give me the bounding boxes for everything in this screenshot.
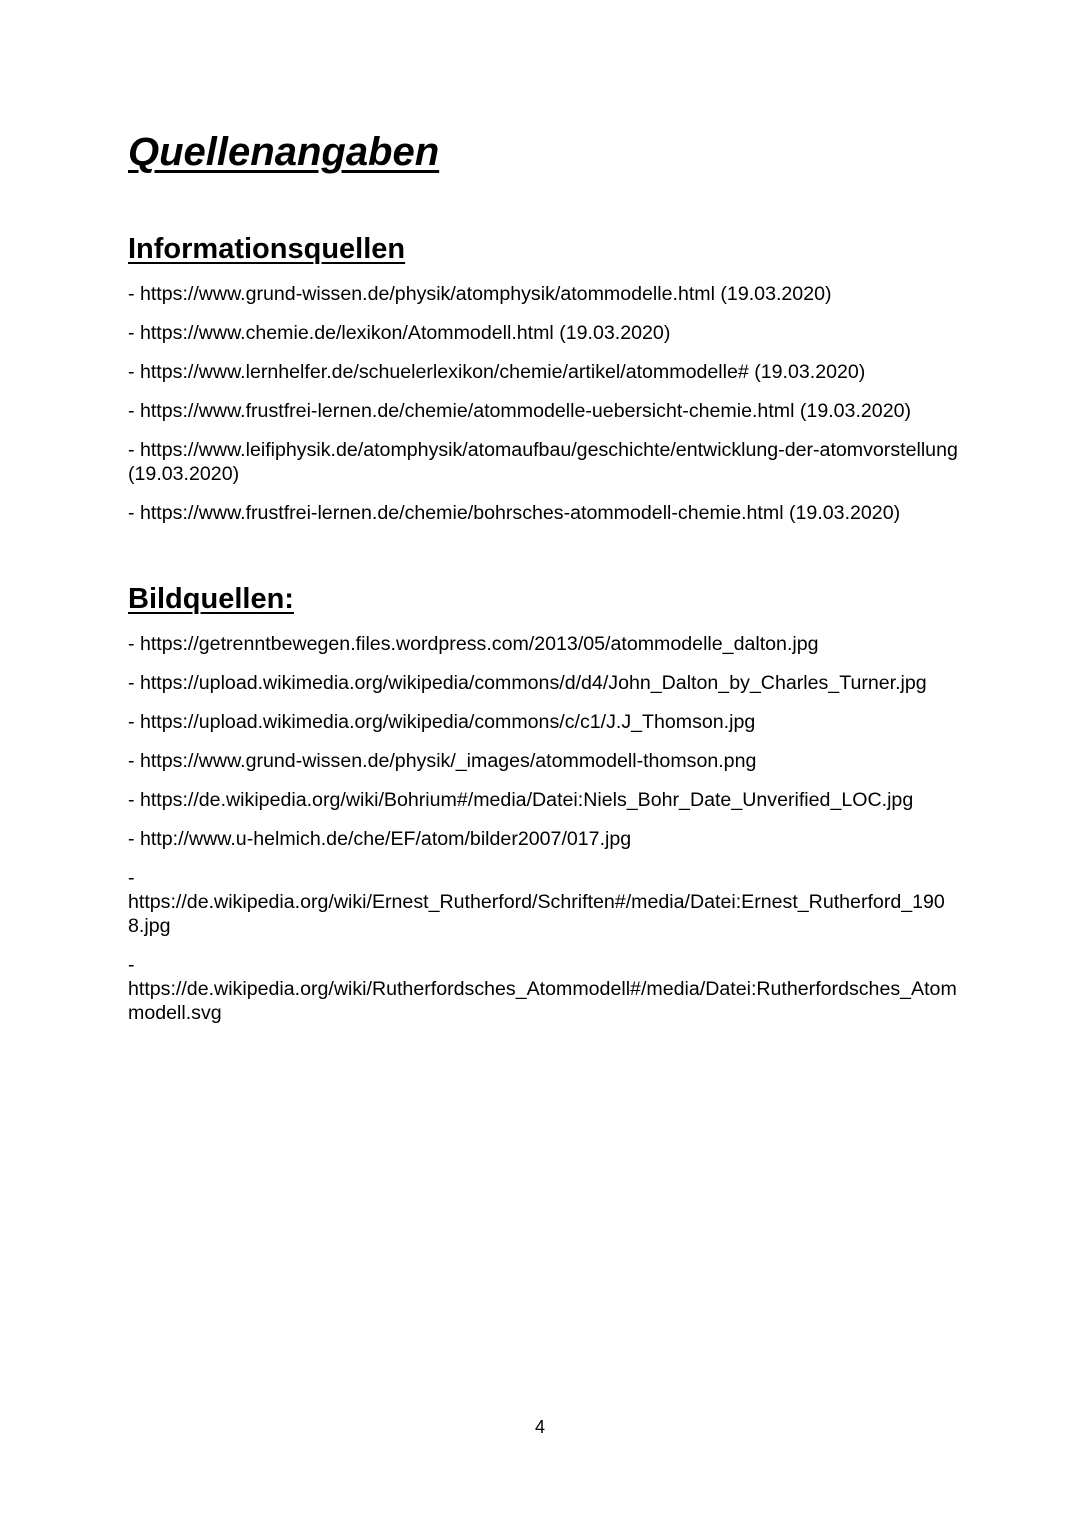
image-source-item <box>128 710 958 734</box>
image-sources-list <box>128 632 958 1040</box>
list-dash: - <box>128 283 140 305</box>
list-dash: - <box>128 828 140 850</box>
source-url: https://upload.wikimedia.org/wikipedia/commons/d/d4/John_Dalton_by_Charles_Turner.jpg <box>139 672 927 694</box>
source-url: https://www.frustfrei-lernen.de/chemie/bohrsches-atommodell-chemie.html <box>139 502 784 524</box>
image-source-item <box>128 632 958 656</box>
information-source-item <box>128 282 958 306</box>
list-dash: - <box>128 672 140 694</box>
list-dash: - <box>128 750 140 772</box>
source-url: https://de.wikipedia.org/wiki/Bohrium#/media/Datei:Niels_Bohr_Date_Unverified_LOC.jpg <box>139 789 914 811</box>
list-dash: - <box>128 954 135 976</box>
source-url: http://www.u-helmich.de/che/EF/atom/bilder2007/017.jpg <box>139 828 632 850</box>
access-date: (19.03.2020) <box>128 463 240 485</box>
image-source-item <box>128 827 958 851</box>
source-url: https://getrenntbewegen.files.wordpress.com/2013/05/atommodelle_dalton.jpg <box>139 633 819 655</box>
access-date: (19.03.2020) <box>714 283 832 305</box>
source-url: https://www.lernhelfer.de/schuelerlexikon/chemie/artikel/atommodelle# <box>139 361 749 383</box>
list-dash: - <box>128 711 140 733</box>
source-url: https://www.grund-wissen.de/physik/_images/atommodell-thomson.png <box>139 750 757 772</box>
list-dash: - <box>128 633 140 655</box>
list-dash: - <box>128 439 140 461</box>
list-dash: - <box>128 502 140 524</box>
list-dash: - <box>128 400 140 422</box>
image-source-item <box>128 749 958 773</box>
image-sources-heading: Bildquellen: <box>128 583 294 615</box>
information-source-item <box>128 360 958 384</box>
information-source-item <box>128 501 958 525</box>
source-url: https://www.frustfrei-lernen.de/chemie/atommodelle-uebersicht-chemie.html <box>139 400 795 422</box>
information-source-item <box>128 321 958 345</box>
source-url: https://de.wikipedia.org/wiki/Rutherfordsches_Atommodell#/media/Datei:Rutherfordsches_Atommodell.svg <box>128 978 957 1024</box>
page-number: 4 <box>534 1417 545 1437</box>
access-date: (19.03.2020) <box>794 400 912 422</box>
access-date: (19.03.2020) <box>748 361 866 383</box>
source-url: https://upload.wikimedia.org/wikipedia/commons/c/c1/J.J_Thomson.jpg <box>139 711 756 733</box>
image-source-item <box>128 866 958 938</box>
list-dash: - <box>128 789 140 811</box>
image-source-item <box>128 953 958 1025</box>
source-url: https://www.grund-wissen.de/physik/atomphysik/atommodelle.html <box>139 283 715 305</box>
image-source-item <box>128 671 958 695</box>
information-sources-heading: Informationsquellen <box>128 233 406 265</box>
access-date: (19.03.2020) <box>553 322 671 344</box>
page-title: Quellenangaben <box>128 130 440 174</box>
information-source-item <box>128 399 958 423</box>
access-date: (19.03.2020) <box>783 502 901 524</box>
information-source-item <box>128 438 958 486</box>
image-source-item <box>128 788 958 812</box>
source-url: https://de.wikipedia.org/wiki/Ernest_Rutherford/Schriften#/media/Datei:Ernest_Rutherford_1908.jpg <box>128 891 945 937</box>
source-url: https://www.chemie.de/lexikon/Atommodell.html <box>139 322 554 344</box>
list-dash: - <box>128 322 140 344</box>
list-dash: - <box>128 361 140 383</box>
information-sources-list <box>128 282 958 540</box>
list-dash: - <box>128 867 135 889</box>
source-url: https://www.leifiphysik.de/atomphysik/atomaufbau/geschichte/entwicklung-der-atomvorstellung <box>139 439 958 461</box>
